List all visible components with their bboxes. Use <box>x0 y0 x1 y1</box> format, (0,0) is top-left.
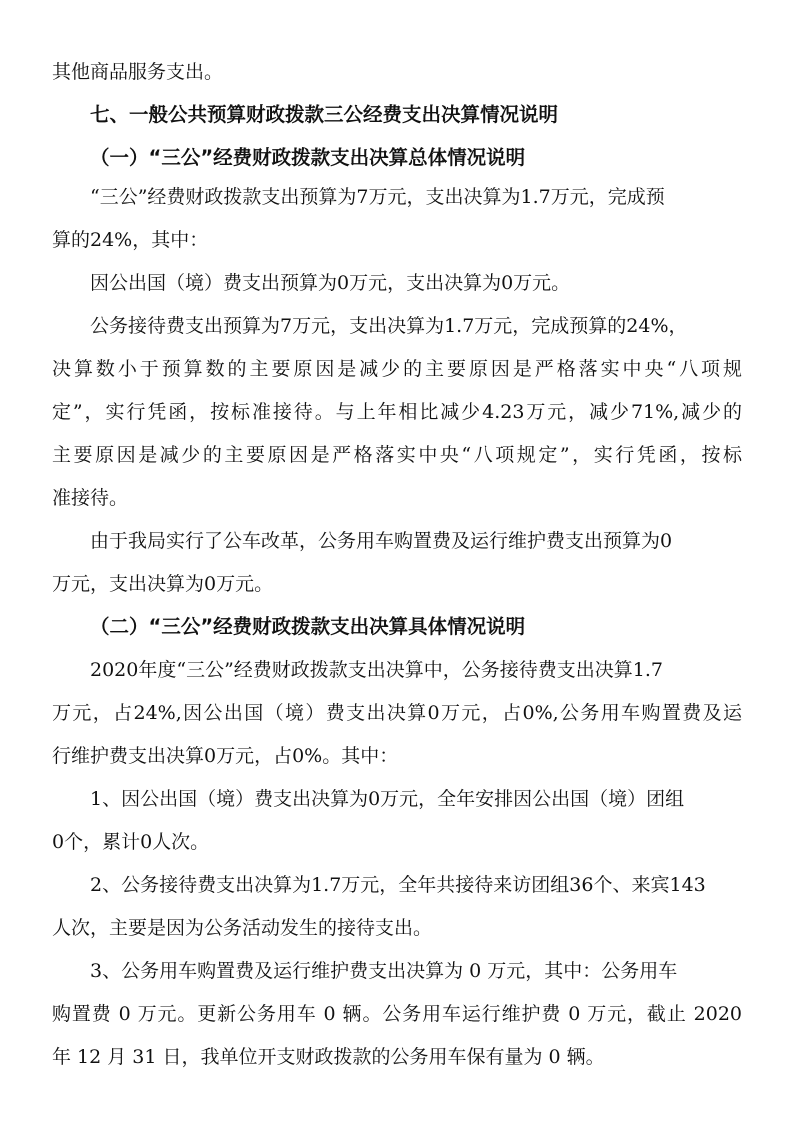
body-text-line: 定”，实行凭函，按标准接待。与上年相比减少4.23万元，减少71%,减少的 <box>52 401 742 423</box>
body-text-line: 人次，主要是因为公务活动发生的接待支出。 <box>52 917 433 939</box>
body-text-line: “三公”经费财政拨款支出预算为7万元，支出决算为1.7万元，完成预 <box>90 186 665 208</box>
body-text-line: 万元，支出决算为0万元。 <box>52 573 274 595</box>
body-text-line: 行维护费支出决算0万元，占0%。其中： <box>52 745 399 767</box>
body-text-line: 年 12 月 31 日，我单位开支财政拨款的公务用车保有量为 0 辆。 <box>52 1046 605 1068</box>
body-text-line: 算的24%，其中： <box>52 229 209 251</box>
body-text-line: 购置费 0 万元。更新公务用车 0 辆。公务用车运行维护费 0 万元，截止 2020 <box>52 1003 742 1025</box>
body-text-line: 其他商品服务支出。 <box>52 61 224 83</box>
body-text-line: 准接待。 <box>52 487 129 509</box>
body-text-line: 3、公务用车购置费及运行维护费支出决算为 0 万元，其中：公务用车 <box>90 960 678 982</box>
subsection-heading: （一）“三公”经费财政拨款支出决算总体情况说明 <box>90 146 526 169</box>
body-text-line: 2020年度“三公”经费财政拨款支出决算中，公务接待费支出决算1.7 <box>90 659 663 681</box>
body-text-line: 由于我局实行了公车改革，公务用车购置费及运行维护费支出预算为0 <box>90 530 673 552</box>
body-text-line: 1、因公出国（境）费支出决算为0万元，全年安排因公出国（境）团组 <box>90 788 685 810</box>
body-text-line: 主要原因是减少的主要原因是严格落实中央“八项规定”，实行凭函，按标 <box>52 444 742 466</box>
body-text-line: 2、公务接待费支出决算为1.7万元，全年共接待来访团组36个、来宾143 <box>90 874 706 896</box>
body-text-line: 因公出国（境）费支出预算为0万元，支出决算为0万元。 <box>90 272 571 294</box>
body-text-line: 决算数小于预算数的主要原因是减少的主要原因是严格落实中央“八项规 <box>52 358 742 380</box>
section-heading: 七、一般公共预算财政拨款三公经费支出决算情况说明 <box>90 103 559 126</box>
body-text-line: 0个，累计0人次。 <box>52 831 210 853</box>
body-text-line: 万元，占24%,因公出国（境）费支出决算0万元，占0%,公务用车购置费及运 <box>52 702 742 724</box>
body-text-line: 公务接待费支出预算为7万元，支出决算为1.7万元，完成预算的24%， <box>90 315 688 337</box>
subsection-heading: （二）“三公”经费财政拨款支出决算具体情况说明 <box>90 615 526 638</box>
